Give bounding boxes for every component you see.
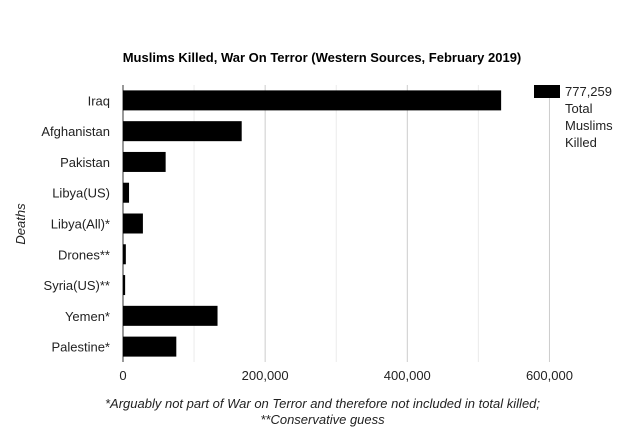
bar bbox=[123, 183, 129, 203]
category-label: Afghanistan bbox=[41, 124, 110, 140]
footnote: *Arguably not part of War on Terror and therefore not included in total killed; **Conservative guess bbox=[104, 396, 541, 427]
y-axis-title: Deaths bbox=[13, 203, 28, 245]
x-tick-label: 200,000 bbox=[241, 368, 289, 383]
bar bbox=[123, 90, 501, 110]
bar bbox=[123, 337, 176, 357]
legend-line: Total bbox=[565, 101, 593, 116]
category-label: Drones** bbox=[57, 247, 110, 263]
bars bbox=[123, 90, 501, 356]
x-tick-label: 0 bbox=[119, 368, 127, 383]
bar bbox=[123, 306, 218, 326]
category-label: Syria(US)** bbox=[43, 278, 110, 294]
category-labels bbox=[41, 93, 110, 354]
legend-line: Killed bbox=[565, 135, 597, 150]
category-label: Libya(All)* bbox=[50, 216, 110, 232]
legend-swatch bbox=[534, 85, 560, 98]
bar bbox=[123, 121, 242, 141]
bar bbox=[123, 214, 143, 234]
x-tick-label: 600,000 bbox=[525, 368, 573, 383]
category-label: Pakistan bbox=[60, 154, 110, 170]
category-label: Iraq bbox=[87, 93, 110, 109]
legend bbox=[534, 84, 613, 150]
bar bbox=[123, 275, 125, 295]
x-tick-labels bbox=[119, 368, 573, 383]
bar bbox=[123, 152, 166, 172]
bar bbox=[123, 244, 126, 264]
category-label: Palestine* bbox=[51, 339, 110, 355]
legend-line: 777,259 bbox=[565, 84, 612, 99]
category-label: Yemen* bbox=[64, 308, 110, 324]
category-label: Libya(US) bbox=[52, 185, 110, 201]
x-tick-label: 400,000 bbox=[383, 368, 431, 383]
legend-line: Muslims bbox=[565, 118, 613, 133]
chart-title: Muslims Killed, War On Terror (Western Sources, February 2019) bbox=[122, 50, 522, 65]
legend-label bbox=[565, 84, 613, 150]
